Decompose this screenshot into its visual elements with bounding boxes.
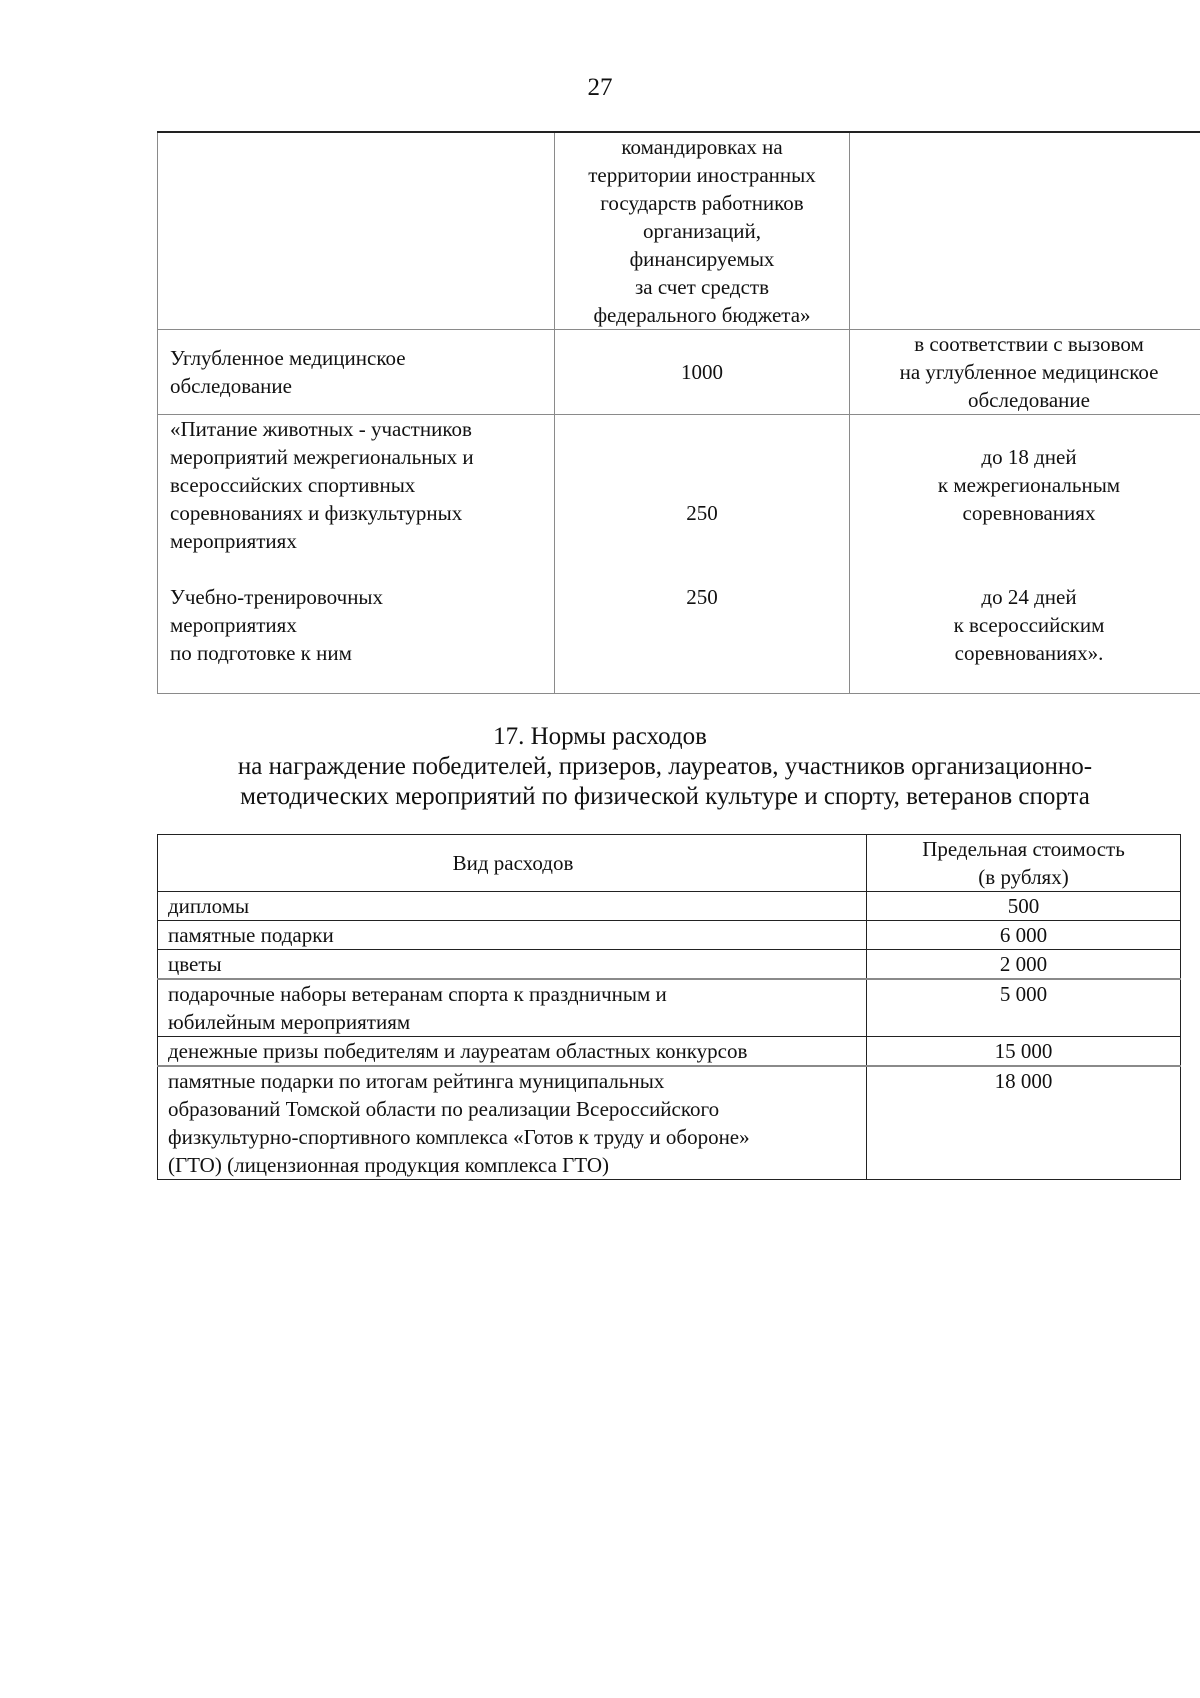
- table-row: [158, 892, 1181, 921]
- table-cell-amount: [555, 132, 850, 330]
- table-cell-note: [850, 415, 1200, 694]
- table-row: [158, 1037, 1181, 1067]
- table-cell-kind: памятные подарки: [158, 921, 867, 950]
- cell-text-line: по подготовке к ним: [170, 641, 352, 665]
- cell-text-line: Учебно-тренировочных: [170, 585, 384, 609]
- spacer: [559, 555, 845, 583]
- cell-text-line: соревнованиях: [962, 501, 1096, 525]
- cell-text-line: к всероссийским: [953, 613, 1105, 637]
- section-subtitle: [140, 752, 1190, 812]
- expense-norms-table-continued: [157, 131, 1200, 694]
- cell-text-line: 250: [686, 585, 718, 609]
- award-expense-norms-table: [157, 834, 1181, 1180]
- table-cell-cost: 15 000: [867, 1037, 1181, 1067]
- spacer: [559, 471, 845, 499]
- cell-text-line: мероприятиях: [170, 529, 297, 553]
- cell-text-line: к межрегиональным: [937, 473, 1121, 497]
- table-cell-note: [850, 132, 1200, 330]
- table-row: [158, 415, 1200, 694]
- cell-text-line: в соответствии с вызовом: [914, 332, 1144, 356]
- section-subtitle-line: методических мероприятий по физической культуре и спорту, ветеранов спорта: [240, 783, 1090, 810]
- section-subtitle-line: на награждение победителей, призеров, лауреатов, участников организационно-: [237, 753, 1093, 780]
- table-cell-expense-type: [158, 330, 555, 415]
- cell-text-line: 250: [686, 501, 718, 525]
- spacer: [170, 555, 546, 583]
- spacer: [559, 443, 845, 471]
- cell-text-line: командировках на: [621, 135, 783, 159]
- table-cell-cost: 5 000: [867, 979, 1181, 1037]
- cell-text-line: Углубленное медицинское: [170, 346, 406, 370]
- table-cell-cost: 6 000: [867, 921, 1181, 950]
- spacer: [559, 415, 845, 443]
- cell-text-line: (ГТО) (лицензионная продукция комплекса ГТО): [168, 1153, 609, 1177]
- cell-text-line: государств работников: [600, 191, 804, 215]
- table-cell-kind: [158, 979, 867, 1037]
- column-header-kind: Вид расходов: [158, 835, 867, 892]
- cell-text-line: соревнованиях».: [954, 641, 1104, 665]
- table-cell-note: [850, 330, 1200, 415]
- cell-text-line: подарочные наборы ветеранам спорта к праздничным и: [168, 982, 667, 1006]
- cell-text-line: за счет средств: [634, 275, 770, 299]
- cell-text-line: юбилейным мероприятиям: [168, 1010, 411, 1034]
- cell-text-line: обследование: [968, 388, 1090, 412]
- cell-text-line: памятные подарки по итогам рейтинга муниципальных: [168, 1069, 665, 1093]
- table-row: [158, 950, 1181, 980]
- table-cell-cost: 500: [867, 892, 1181, 921]
- table-row: [158, 132, 1200, 330]
- header-text-line: Предельная стоимость: [922, 837, 1125, 861]
- table-cell-kind: [158, 1066, 867, 1180]
- table-cell-amount: [555, 415, 850, 694]
- cell-text-line: физкультурно-спортивного комплекса «Готов к труду и обороне»: [168, 1125, 750, 1149]
- column-header-cost: [867, 835, 1181, 892]
- table-cell-cost: 2 000: [867, 950, 1181, 980]
- table-cell-expense-type: [158, 132, 555, 330]
- table-cell-amount: 1000: [555, 330, 850, 415]
- spacer: [854, 527, 1200, 555]
- cell-text-line: образований Томской области по реализации Всероссийского: [168, 1097, 720, 1121]
- page-number: 27: [587, 74, 613, 101]
- table-row: [158, 979, 1181, 1037]
- table-cell-cost: 18 000: [867, 1066, 1181, 1180]
- spacer: [854, 555, 1200, 583]
- header-text-line: (в рублях): [978, 865, 1069, 889]
- cell-text-line: на углубленное медицинское: [899, 360, 1159, 384]
- cell-text-line: соревнованиях и физкультурных: [170, 501, 463, 525]
- cell-text-line: территории иностранных: [588, 163, 816, 187]
- table-cell-kind: денежные призы победителям и лауреатам областных конкурсов: [158, 1037, 867, 1067]
- table-header-row: [158, 835, 1181, 892]
- spacer: [854, 415, 1200, 443]
- cell-text-line: до 18 дней: [981, 445, 1077, 469]
- table-cell-kind: дипломы: [158, 892, 867, 921]
- cell-text-line: всероссийских спортивных: [170, 473, 416, 497]
- cell-text-line: федерального бюджета»: [593, 303, 811, 327]
- table-row: [158, 330, 1200, 415]
- cell-text-line: финансируемых: [629, 247, 775, 271]
- cell-text-line: обследование: [170, 374, 292, 398]
- cell-text-line: «Питание животных - участников: [170, 417, 472, 441]
- spacer: [559, 527, 845, 555]
- table-row: [158, 921, 1181, 950]
- cell-text-line: мероприятий межрегиональных и: [170, 445, 474, 469]
- section-title: 17. Нормы расходов: [493, 723, 707, 750]
- table-cell-kind: цветы: [158, 950, 867, 980]
- cell-text-line: мероприятиях: [170, 613, 297, 637]
- cell-text-line: организаций,: [643, 219, 761, 243]
- table-cell-expense-type: [158, 415, 555, 694]
- table-row: [158, 1066, 1181, 1180]
- cell-text-line: до 24 дней: [981, 585, 1077, 609]
